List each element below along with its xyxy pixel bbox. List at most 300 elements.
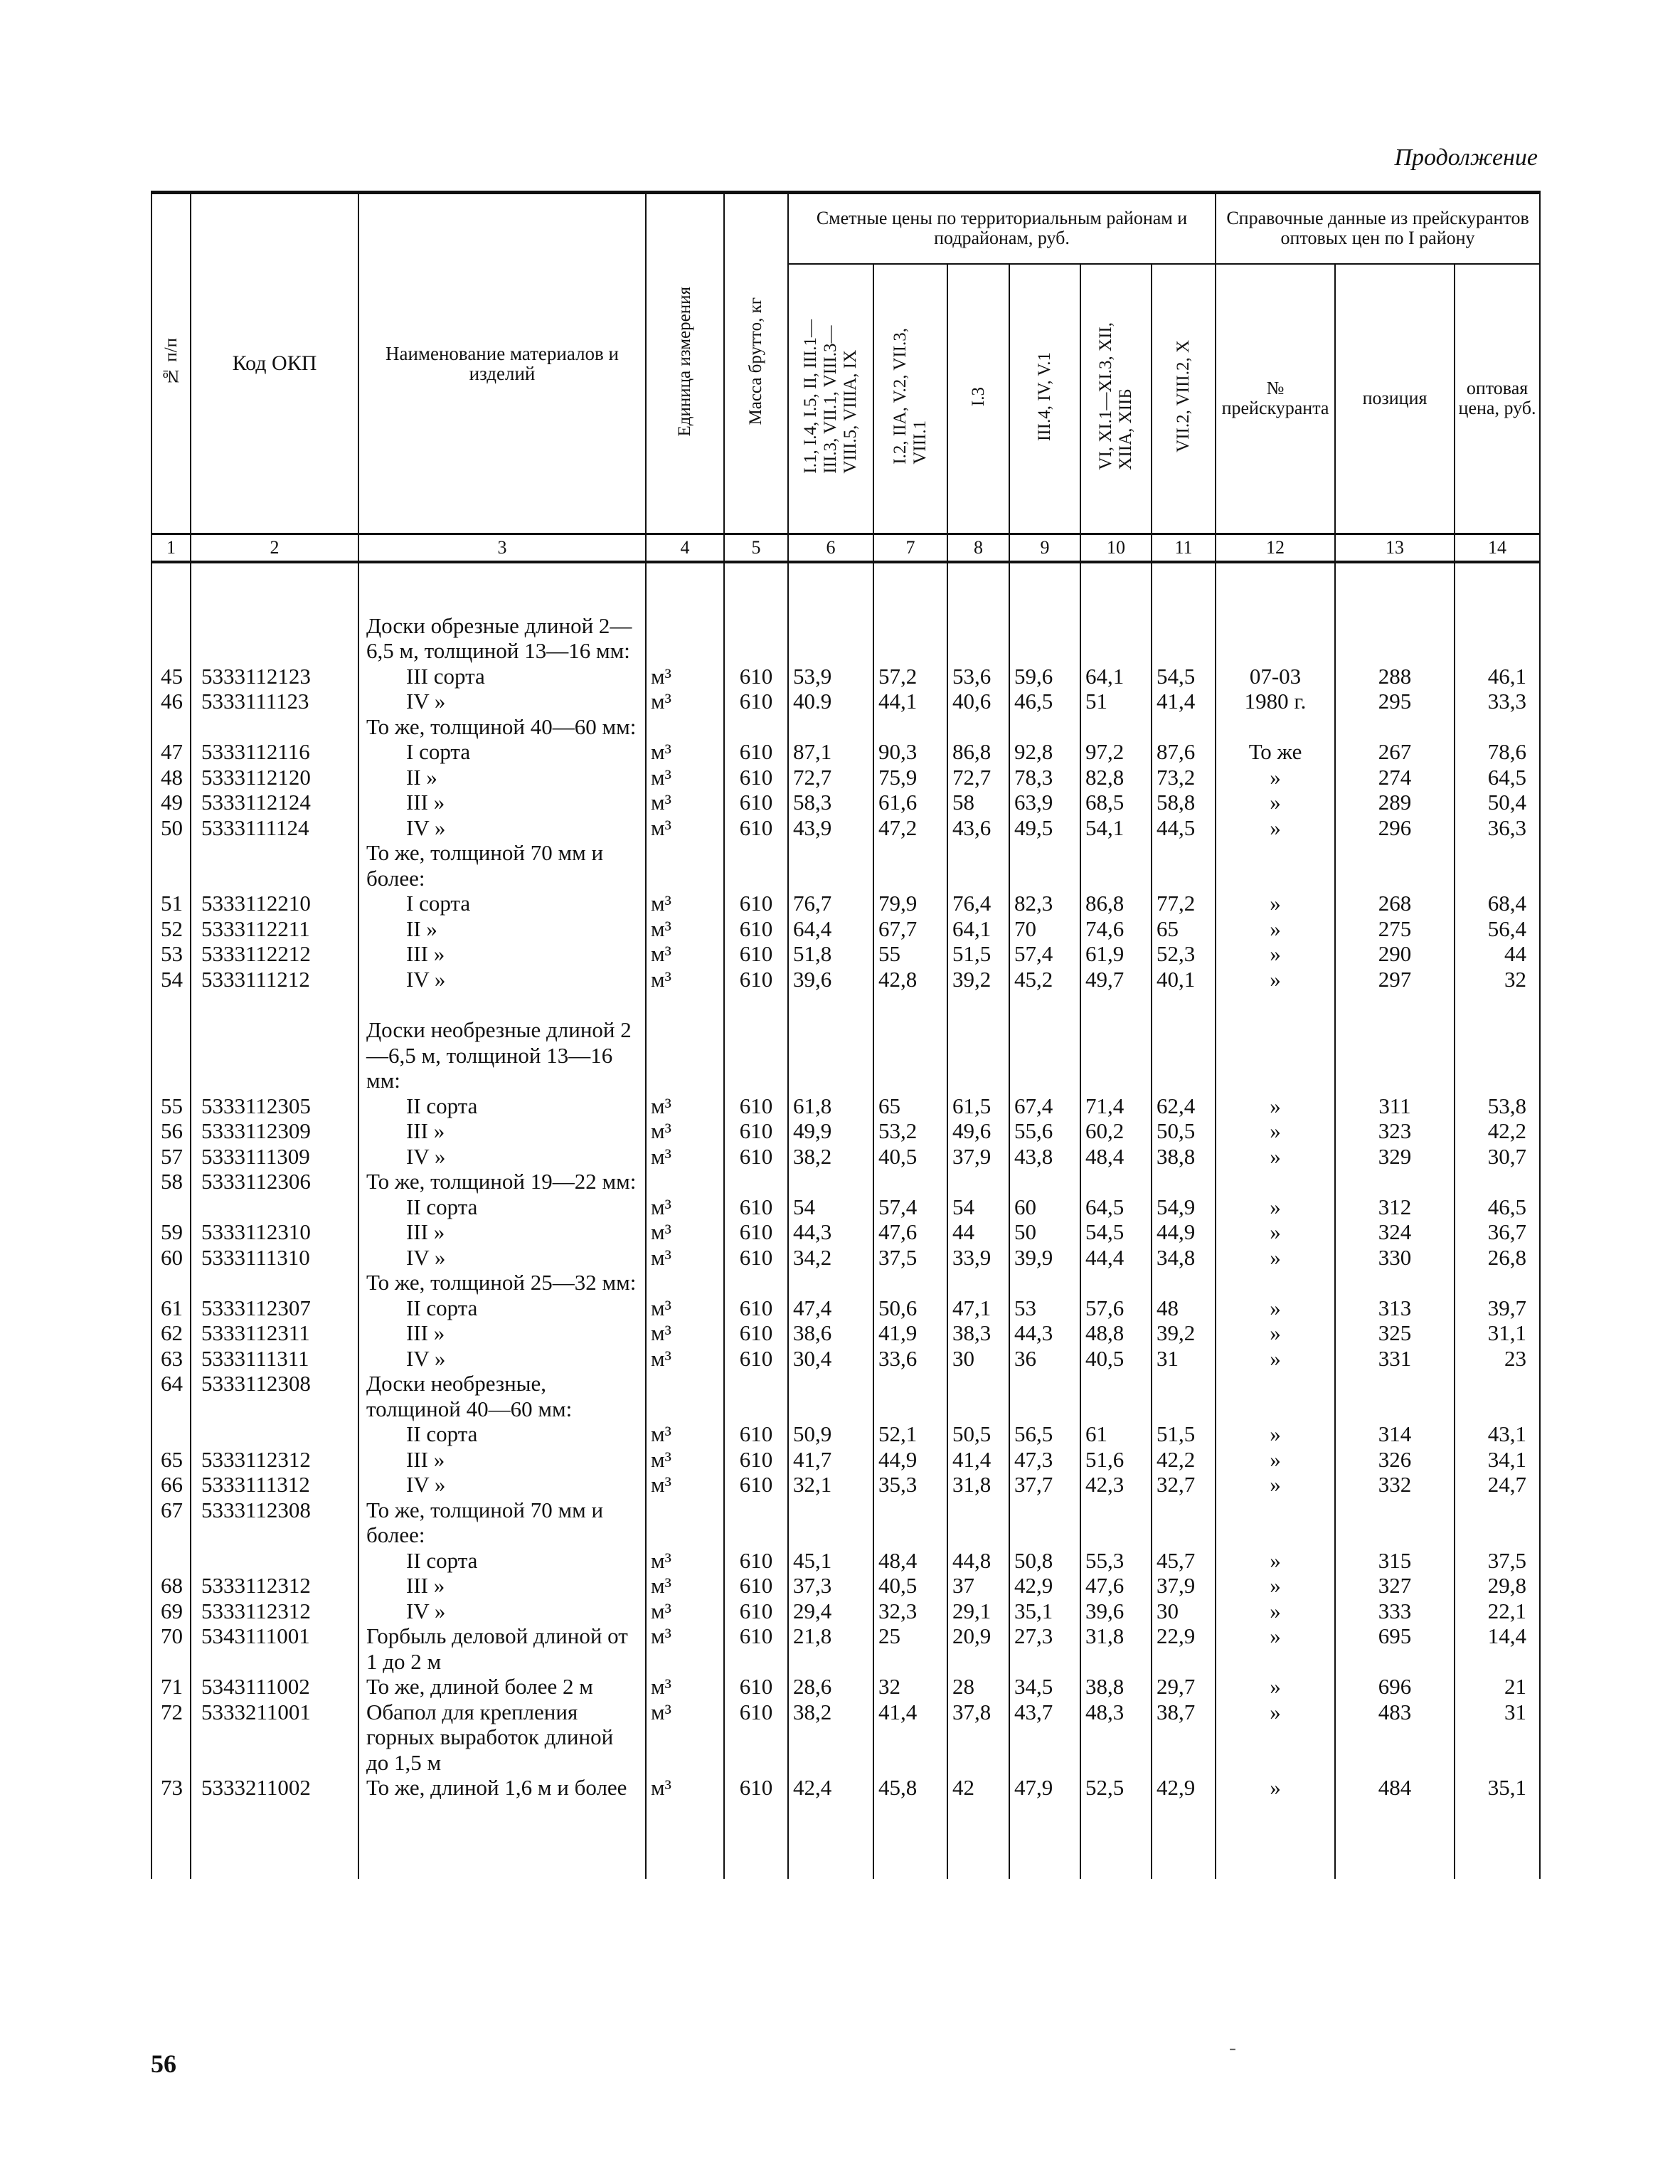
mass: 610 xyxy=(724,1700,788,1776)
row-number: 59 xyxy=(151,1219,191,1245)
price-table xyxy=(151,191,1541,1879)
price-district-10 xyxy=(1080,1270,1152,1295)
table-row xyxy=(151,891,1540,916)
row-number: 55 xyxy=(151,1093,191,1119)
position xyxy=(1335,714,1455,740)
price-district-10: 54,5 xyxy=(1080,1219,1152,1245)
item-name-text: То же, толщиной 19—22 мм: xyxy=(366,1169,637,1194)
price-district-6: 44,3 xyxy=(788,1219,873,1245)
item-name xyxy=(358,1421,646,1447)
item-name-text: III » xyxy=(406,1573,445,1598)
mass xyxy=(724,613,788,664)
price-district-11: 44,5 xyxy=(1152,815,1216,841)
position: 695 xyxy=(1335,1623,1455,1674)
row-number xyxy=(151,1421,191,1447)
mass: 610 xyxy=(724,664,788,689)
unit: м³ xyxy=(646,1599,724,1624)
empty-cell xyxy=(1335,1801,1455,1879)
pricelist-no xyxy=(1216,1169,1335,1194)
item-name-text: IV » xyxy=(406,1143,446,1169)
price-district-11: 73,2 xyxy=(1152,765,1216,790)
item-name-text: III » xyxy=(406,1219,445,1244)
pricelist-no: » xyxy=(1216,1573,1335,1599)
position: 290 xyxy=(1335,941,1455,967)
empty-cell xyxy=(151,1801,191,1879)
price-district-11: 51,5 xyxy=(1152,1421,1216,1447)
wholesale-price xyxy=(1455,613,1540,664)
price-district-8: 49,6 xyxy=(947,1118,1009,1144)
item-name-text: То же, толщиной 25—32 мм: xyxy=(366,1270,637,1295)
okp-code xyxy=(191,840,358,891)
price-district-7: 45,8 xyxy=(873,1775,947,1801)
price-district-7: 75,9 xyxy=(873,765,947,790)
wholesale-price xyxy=(1455,1371,1540,1421)
empty-cell xyxy=(358,992,646,1017)
pricelist-no xyxy=(1216,1371,1335,1421)
price-district-9 xyxy=(1009,1497,1080,1548)
price-district-9: 78,3 xyxy=(1009,765,1080,790)
mass xyxy=(724,1017,788,1093)
header-prices-group: Сметные цены по территориальным районам и подрайонам, руб. xyxy=(788,193,1216,264)
row-number: 57 xyxy=(151,1144,191,1170)
col-number: 9 xyxy=(1009,534,1080,562)
item-name xyxy=(358,1219,646,1245)
position: 333 xyxy=(1335,1599,1455,1624)
okp-code: 5333112210 xyxy=(191,891,358,916)
okp-code: 5333112305 xyxy=(191,1093,358,1119)
unit: м³ xyxy=(646,765,724,790)
price-district-6 xyxy=(788,613,873,664)
wholesale-price: 68,4 xyxy=(1455,891,1540,916)
price-district-10: 97,2 xyxy=(1080,739,1152,765)
price-district-6: 40.9 xyxy=(788,689,873,714)
price-district-9 xyxy=(1009,613,1080,664)
okp-code: 5333111212 xyxy=(191,967,358,992)
table-row xyxy=(151,1548,1540,1574)
price-district-7: 47,2 xyxy=(873,815,947,841)
row-number: 73 xyxy=(151,1775,191,1801)
table-row xyxy=(151,1017,1540,1093)
table-row xyxy=(151,1700,1540,1776)
price-district-8: 54 xyxy=(947,1194,1009,1220)
stray-mark: - xyxy=(1229,2036,1236,2060)
table-row xyxy=(151,613,1540,664)
empty-cell xyxy=(1216,1801,1335,1879)
price-district-7: 40,5 xyxy=(873,1144,947,1170)
item-name xyxy=(358,613,646,664)
empty-cell xyxy=(724,1801,788,1879)
price-district-11: 58,8 xyxy=(1152,790,1216,815)
price-district-10: 64,1 xyxy=(1080,664,1152,689)
price-district-6: 43,9 xyxy=(788,815,873,841)
price-district-10: 52,5 xyxy=(1080,1775,1152,1801)
price-district-9: 92,8 xyxy=(1009,739,1080,765)
row-number: 69 xyxy=(151,1599,191,1624)
pricelist-no: » xyxy=(1216,1194,1335,1220)
price-district-10: 48,4 xyxy=(1080,1144,1152,1170)
column-numbers-row xyxy=(151,534,1540,562)
table-row xyxy=(151,1270,1540,1295)
col-number: 4 xyxy=(646,534,724,562)
wholesale-price: 21 xyxy=(1455,1674,1540,1700)
pricelist-no xyxy=(1216,714,1335,740)
pricelist-no: » xyxy=(1216,790,1335,815)
col-number: 11 xyxy=(1152,534,1216,562)
price-district-10 xyxy=(1080,1017,1152,1093)
mass: 610 xyxy=(724,916,788,942)
item-name xyxy=(358,1295,646,1321)
pricelist-no xyxy=(1216,1017,1335,1093)
price-district-10: 54,1 xyxy=(1080,815,1152,841)
unit xyxy=(646,1371,724,1421)
price-district-6: 64,4 xyxy=(788,916,873,942)
row-number: 46 xyxy=(151,689,191,714)
price-district-10: 39,6 xyxy=(1080,1599,1152,1624)
price-district-7 xyxy=(873,1169,947,1194)
mass: 610 xyxy=(724,1599,788,1624)
price-district-6 xyxy=(788,1169,873,1194)
wholesale-price xyxy=(1455,840,1540,891)
okp-code: 5333112309 xyxy=(191,1118,358,1144)
row-number: 70 xyxy=(151,1623,191,1674)
empty-cell xyxy=(873,992,947,1017)
pricelist-no: » xyxy=(1216,815,1335,841)
price-district-8: 31,8 xyxy=(947,1472,1009,1497)
wholesale-price: 39,7 xyxy=(1455,1295,1540,1321)
row-number xyxy=(151,714,191,740)
unit: м³ xyxy=(646,1245,724,1271)
price-district-11 xyxy=(1152,1169,1216,1194)
mass: 610 xyxy=(724,1346,788,1372)
okp-code: 5333112310 xyxy=(191,1219,358,1245)
okp-code: 5333111309 xyxy=(191,1144,358,1170)
price-district-10: 68,5 xyxy=(1080,790,1152,815)
price-district-7 xyxy=(873,1017,947,1093)
table-row xyxy=(151,815,1540,841)
row-number: 47 xyxy=(151,739,191,765)
price-district-11: 40,1 xyxy=(1152,967,1216,992)
item-name-text: II » xyxy=(406,916,437,941)
price-district-10: 57,6 xyxy=(1080,1295,1152,1321)
pricelist-no: » xyxy=(1216,1219,1335,1245)
empty-cell xyxy=(1216,992,1335,1017)
position xyxy=(1335,1270,1455,1295)
pricelist-no: » xyxy=(1216,1548,1335,1574)
price-district-8: 38,3 xyxy=(947,1320,1009,1346)
row-number: 49 xyxy=(151,790,191,815)
wholesale-price: 36,3 xyxy=(1455,815,1540,841)
table-row xyxy=(151,840,1540,891)
row-number: 56 xyxy=(151,1118,191,1144)
wholesale-price: 44 xyxy=(1455,941,1540,967)
item-name-text: III » xyxy=(406,941,445,966)
price-district-6: 45,1 xyxy=(788,1548,873,1574)
item-name xyxy=(358,664,646,689)
item-name-text: IV » xyxy=(406,1244,446,1270)
price-district-6: 54 xyxy=(788,1194,873,1220)
pricelist-no: » xyxy=(1216,1245,1335,1271)
pricelist-no: То же xyxy=(1216,739,1335,765)
unit: м³ xyxy=(646,1674,724,1700)
price-district-8: 44 xyxy=(947,1219,1009,1245)
table-row xyxy=(151,1573,1540,1599)
price-district-7 xyxy=(873,1270,947,1295)
pricelist-no: » xyxy=(1216,1472,1335,1497)
okp-code xyxy=(191,1421,358,1447)
price-district-6: 38,2 xyxy=(788,1700,873,1776)
price-district-10 xyxy=(1080,1169,1152,1194)
wholesale-price xyxy=(1455,1497,1540,1548)
mass: 610 xyxy=(724,967,788,992)
okp-code xyxy=(191,1017,358,1093)
pricelist-no: » xyxy=(1216,1421,1335,1447)
row-number xyxy=(151,1194,191,1220)
empty-cell xyxy=(947,1801,1009,1879)
price-district-11 xyxy=(1152,1371,1216,1421)
wholesale-price: 53,8 xyxy=(1455,1093,1540,1119)
pricelist-no: » xyxy=(1216,1320,1335,1346)
price-district-6: 47,4 xyxy=(788,1295,873,1321)
unit xyxy=(646,714,724,740)
price-district-6: 72,7 xyxy=(788,765,873,790)
empty-cell xyxy=(1455,1801,1540,1879)
wholesale-price: 34,1 xyxy=(1455,1447,1540,1473)
mass: 610 xyxy=(724,1194,788,1220)
pricelist-no xyxy=(1216,1497,1335,1548)
price-district-9 xyxy=(1009,1017,1080,1093)
item-name-text: То же, толщиной 70 мм и более: xyxy=(366,840,604,891)
price-district-11: 29,7 xyxy=(1152,1674,1216,1700)
unit: м³ xyxy=(646,941,724,967)
mass: 610 xyxy=(724,941,788,967)
item-name xyxy=(358,1548,646,1574)
price-district-9: 44,3 xyxy=(1009,1320,1080,1346)
price-district-7: 41,4 xyxy=(873,1700,947,1776)
price-district-10 xyxy=(1080,1497,1152,1548)
okp-code: 5333112211 xyxy=(191,916,358,942)
pricelist-no xyxy=(1216,613,1335,664)
price-district-11: 45,7 xyxy=(1152,1548,1216,1574)
price-district-8: 37 xyxy=(947,1573,1009,1599)
table-row xyxy=(151,941,1540,967)
row-number xyxy=(151,613,191,664)
wholesale-price: 32 xyxy=(1455,967,1540,992)
okp-code: 5333112124 xyxy=(191,790,358,815)
position: 315 xyxy=(1335,1548,1455,1574)
price-district-10: 60,2 xyxy=(1080,1118,1152,1144)
price-district-7: 40,5 xyxy=(873,1573,947,1599)
col-number: 5 xyxy=(724,534,788,562)
empty-cell xyxy=(873,1801,947,1879)
item-name-text: I сорта xyxy=(406,891,471,916)
mass: 610 xyxy=(724,1573,788,1599)
price-district-11: 62,4 xyxy=(1152,1093,1216,1119)
price-district-11: 38,8 xyxy=(1152,1144,1216,1170)
price-district-7: 42,8 xyxy=(873,967,947,992)
price-district-9: 70 xyxy=(1009,916,1080,942)
price-district-9: 43,8 xyxy=(1009,1144,1080,1170)
mass: 610 xyxy=(724,739,788,765)
pricelist-no: » xyxy=(1216,941,1335,967)
okp-code: 5333111310 xyxy=(191,1245,358,1271)
price-district-10: 48,3 xyxy=(1080,1700,1152,1776)
position xyxy=(1335,840,1455,891)
price-district-11: 77,2 xyxy=(1152,891,1216,916)
item-name-text: Обапол для крепления горных выработок длиной до 1,5 м xyxy=(366,1699,614,1775)
continuation-label: Продолжение xyxy=(1394,144,1538,171)
okp-code: 5333111123 xyxy=(191,689,358,714)
wholesale-price: 50,4 xyxy=(1455,790,1540,815)
price-district-9: 46,5 xyxy=(1009,689,1080,714)
item-name xyxy=(358,1118,646,1144)
item-name xyxy=(358,1573,646,1599)
price-district-8 xyxy=(947,840,1009,891)
pricelist-no: » xyxy=(1216,1623,1335,1674)
price-district-9: 47,9 xyxy=(1009,1775,1080,1801)
header-district-8: I.3 xyxy=(947,264,1009,534)
price-district-10: 82,8 xyxy=(1080,765,1152,790)
table-row xyxy=(151,1194,1540,1220)
price-district-7: 90,3 xyxy=(873,739,947,765)
item-name xyxy=(358,941,646,967)
price-district-6: 28,6 xyxy=(788,1674,873,1700)
empty-cell xyxy=(1009,992,1080,1017)
price-district-6: 76,7 xyxy=(788,891,873,916)
table-row xyxy=(151,689,1540,714)
top-spacer-row xyxy=(151,562,1540,613)
price-district-7: 57,4 xyxy=(873,1194,947,1220)
item-name-text: III » xyxy=(406,1320,445,1345)
price-district-7 xyxy=(873,840,947,891)
mass xyxy=(724,840,788,891)
row-number: 45 xyxy=(151,664,191,689)
price-district-11 xyxy=(1152,714,1216,740)
price-district-8 xyxy=(947,613,1009,664)
col-number: 1 xyxy=(151,534,191,562)
pricelist-no: 07-03 xyxy=(1216,664,1335,689)
item-name-text: Доски необрезные, толщиной 40—60 мм: xyxy=(366,1371,573,1421)
position: 312 xyxy=(1335,1194,1455,1220)
price-district-7: 50,6 xyxy=(873,1295,947,1321)
price-district-6 xyxy=(788,1270,873,1295)
okp-code: 5333112116 xyxy=(191,739,358,765)
item-name-text: III » xyxy=(406,790,445,815)
wholesale-price: 24,7 xyxy=(1455,1472,1540,1497)
item-name-text: II сорта xyxy=(406,1421,478,1446)
price-district-10 xyxy=(1080,613,1152,664)
unit: м³ xyxy=(646,1093,724,1119)
table-row xyxy=(151,1674,1540,1700)
price-district-10: 38,8 xyxy=(1080,1674,1152,1700)
price-district-11: 41,4 xyxy=(1152,689,1216,714)
price-district-9: 34,5 xyxy=(1009,1674,1080,1700)
pricelist-no xyxy=(1216,1270,1335,1295)
unit xyxy=(646,1270,724,1295)
price-district-7: 55 xyxy=(873,941,947,967)
header-district-10: VI, XI.1—XI.3, XII, XIIA, XIIБ xyxy=(1080,264,1152,534)
price-district-10: 40,5 xyxy=(1080,1346,1152,1372)
col-number: 6 xyxy=(788,534,873,562)
price-district-9 xyxy=(1009,1371,1080,1421)
price-district-10 xyxy=(1080,714,1152,740)
pricelist-no: » xyxy=(1216,1346,1335,1372)
item-name-text: То же, длиной более 2 м xyxy=(366,1674,593,1699)
header-district-6: I.1, I.4, I.5, II, III.1— III.3, VII.1, VIII.3— VIII.5, VIIIA, IX xyxy=(788,264,873,534)
price-district-6: 38,6 xyxy=(788,1320,873,1346)
row-number: 51 xyxy=(151,891,191,916)
price-district-7: 32,3 xyxy=(873,1599,947,1624)
price-district-7 xyxy=(873,1371,947,1421)
price-district-9: 53 xyxy=(1009,1295,1080,1321)
price-district-6: 87,1 xyxy=(788,739,873,765)
unit xyxy=(646,1169,724,1194)
empty-cell xyxy=(1152,992,1216,1017)
unit: м³ xyxy=(646,815,724,841)
table-row xyxy=(151,1295,1540,1321)
okp-code: 5333211001 xyxy=(191,1700,358,1776)
price-district-8: 51,5 xyxy=(947,941,1009,967)
price-district-10: 49,7 xyxy=(1080,967,1152,992)
position: 330 xyxy=(1335,1245,1455,1271)
okp-code: 5333112212 xyxy=(191,941,358,967)
unit: м³ xyxy=(646,1472,724,1497)
position: 313 xyxy=(1335,1295,1455,1321)
wholesale-price: 31 xyxy=(1455,1700,1540,1776)
price-district-11 xyxy=(1152,1270,1216,1295)
price-district-9: 57,4 xyxy=(1009,941,1080,967)
item-name-text: III сорта xyxy=(406,663,485,689)
item-name xyxy=(358,1017,646,1093)
price-district-11: 54,9 xyxy=(1152,1194,1216,1220)
unit xyxy=(646,613,724,664)
price-district-7: 61,6 xyxy=(873,790,947,815)
mass: 610 xyxy=(724,765,788,790)
unit: м³ xyxy=(646,891,724,916)
price-district-9: 42,9 xyxy=(1009,1573,1080,1599)
wholesale-price: 31,1 xyxy=(1455,1320,1540,1346)
empty-cell xyxy=(646,1801,724,1879)
position: 297 xyxy=(1335,967,1455,992)
position xyxy=(1335,1017,1455,1093)
header-district-7: I.2, IIA, V.2, VII.3, VIII.1 xyxy=(873,264,947,534)
mass xyxy=(724,1371,788,1421)
row-number: 54 xyxy=(151,967,191,992)
item-name-text: Доски обрезные длиной 2—6,5 м, толщиной 13—16 мм: xyxy=(366,613,632,663)
pricelist-no: » xyxy=(1216,1700,1335,1776)
position: 314 xyxy=(1335,1421,1455,1447)
price-district-8: 43,6 xyxy=(947,815,1009,841)
wholesale-price xyxy=(1455,1270,1540,1295)
col-number: 3 xyxy=(358,534,646,562)
page-number: 56 xyxy=(151,2050,176,2078)
price-district-7: 47,6 xyxy=(873,1219,947,1245)
mass xyxy=(724,1169,788,1194)
item-name xyxy=(358,1674,646,1700)
unit: м³ xyxy=(646,1623,724,1674)
item-name xyxy=(358,1623,646,1674)
okp-code: 5333211002 xyxy=(191,1775,358,1801)
item-name xyxy=(358,1144,646,1170)
pricelist-no: » xyxy=(1216,1118,1335,1144)
table-row xyxy=(151,1245,1540,1271)
pricelist-no: » xyxy=(1216,765,1335,790)
price-district-7: 67,7 xyxy=(873,916,947,942)
okp-code: 5333112311 xyxy=(191,1320,358,1346)
price-district-7: 65 xyxy=(873,1093,947,1119)
item-name-text: IV » xyxy=(406,966,446,992)
wholesale-price xyxy=(1455,1169,1540,1194)
price-district-6: 41,7 xyxy=(788,1447,873,1473)
